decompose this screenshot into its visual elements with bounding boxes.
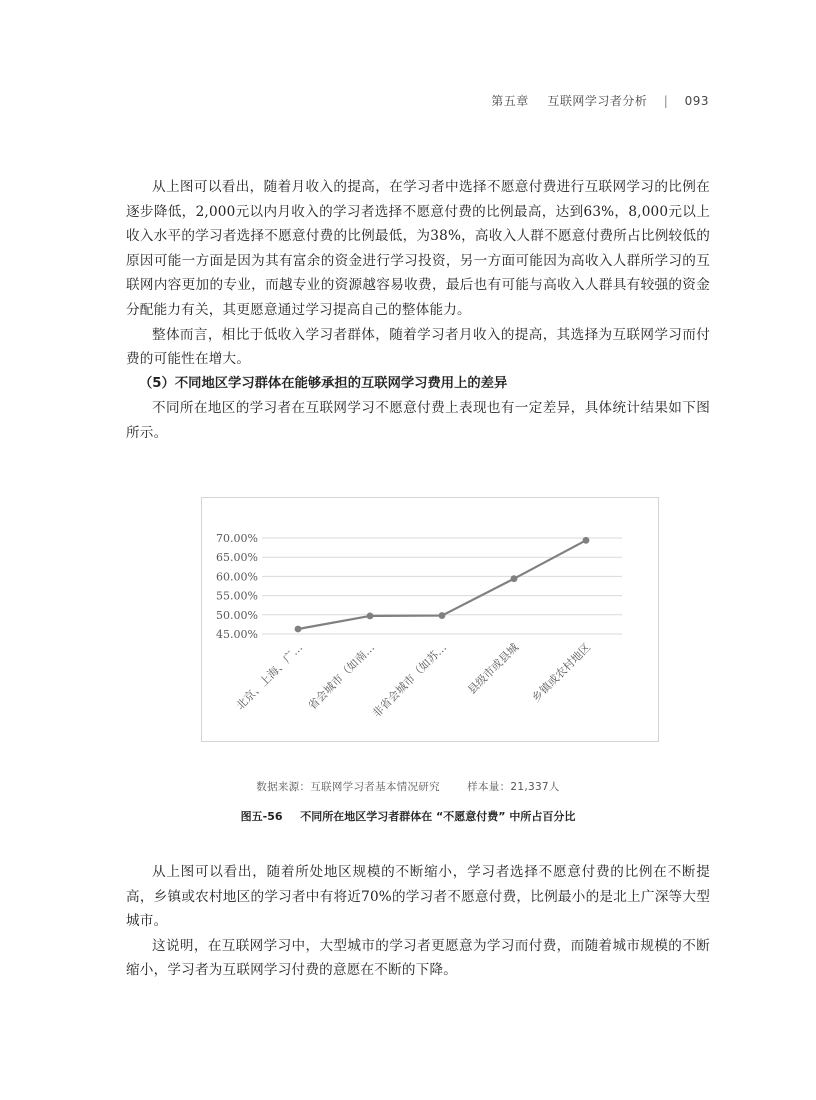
figure-caption <box>0 808 816 824</box>
paragraph-conclusion: 这说明，在互联网学习中，大型城市的学习者更愿意为学习而付费，而随着城市规模的不断缩小，学习者为互联网学习付费的意愿在不断的下降。 <box>126 937 710 979</box>
figure-number: 图五-56 <box>240 810 283 823</box>
data-point <box>295 626 302 633</box>
data-point <box>367 613 374 620</box>
x-tick-label: 非省会城市（如苏… <box>369 640 450 721</box>
y-tick-label: 45.00% <box>216 628 258 641</box>
y-tick-label: 50.00% <box>216 608 258 622</box>
x-tick-label: 乡镇或农村地区 <box>529 640 594 705</box>
data-point <box>511 575 518 582</box>
paragraph-income-summary: 整体而言，相比于低收入学习者群体，随着学习者月收入的提高，其选择为互联网学习而付费的可能性在增大。 <box>126 326 710 368</box>
line-chart <box>201 497 659 742</box>
x-tick-label: 北京、上海、广… <box>233 640 306 713</box>
y-tick-label: 55.00% <box>216 589 258 603</box>
y-tick-label: 60.00% <box>216 570 258 584</box>
section-text-top <box>126 175 710 446</box>
data-source-line <box>0 779 816 794</box>
running-header <box>491 92 709 109</box>
chapter-number: 第五章 <box>491 94 529 108</box>
chart-canvas <box>202 498 660 743</box>
x-tick-label: 县级市或县城 <box>465 640 522 697</box>
paragraph-region-intro: 不同所在地区的学习者在互联网学习不愿意付费上表现也有一定差异，具体统计结果如下图所示。 <box>126 400 710 441</box>
data-point <box>583 537 590 544</box>
section-text-bottom <box>126 860 710 983</box>
header-separator: | <box>663 94 669 108</box>
x-tick-label: 省会城市（如南… <box>305 640 378 713</box>
data-point <box>439 612 446 619</box>
page-number: 093 <box>684 94 709 108</box>
chapter-title: 互联网学习者分析 <box>547 94 648 108</box>
figure-title: 不同所在地区学习者群体在 “不愿意付费” 中所占百分比 <box>300 810 576 823</box>
y-tick-label: 70.00% <box>216 532 258 545</box>
section-heading: （5）不同地区学习群体在能够承担的互联网学习费用上的差异 <box>139 375 508 391</box>
paragraph-income-analysis: 从上图可以看出，随着月收入的提高，在学习者中选择不愿意付费进行互联网学习的比例在逐步降低，2,000元以内月收入的学习者选择不愿意付费的比例最高，达到63%，8,000元以上收入水平的学习者选择不愿意付费的比例最低，为38%，高收入人群不愿意付费所占比例较低的原因可能一方面是因为其有富余的资金进行学习投资，另一方面可能因为高收入人群所学习的互联网内容更加的专业，而越专业的资源越容易收费，最后也有可能与高收入人群具有较强的资金分配能力有关，其更愿意通过学习提高自己的整体能力。 <box>126 179 710 318</box>
data-source: 数据来源：互联网学习者基本情况研究 <box>256 781 440 793</box>
y-tick-label: 65.00% <box>216 551 258 565</box>
paragraph-region-analysis: 从上图可以看出，随着所处地区规模的不断缩小，学习者选择不愿意付费的比例在不断提高，乡镇或农村地区的学习者中有将近70%的学习者不愿意付费，比例最小的是北上广深等大型城市。 <box>126 864 710 930</box>
sample-size: 样本量：21,337人 <box>467 781 560 793</box>
